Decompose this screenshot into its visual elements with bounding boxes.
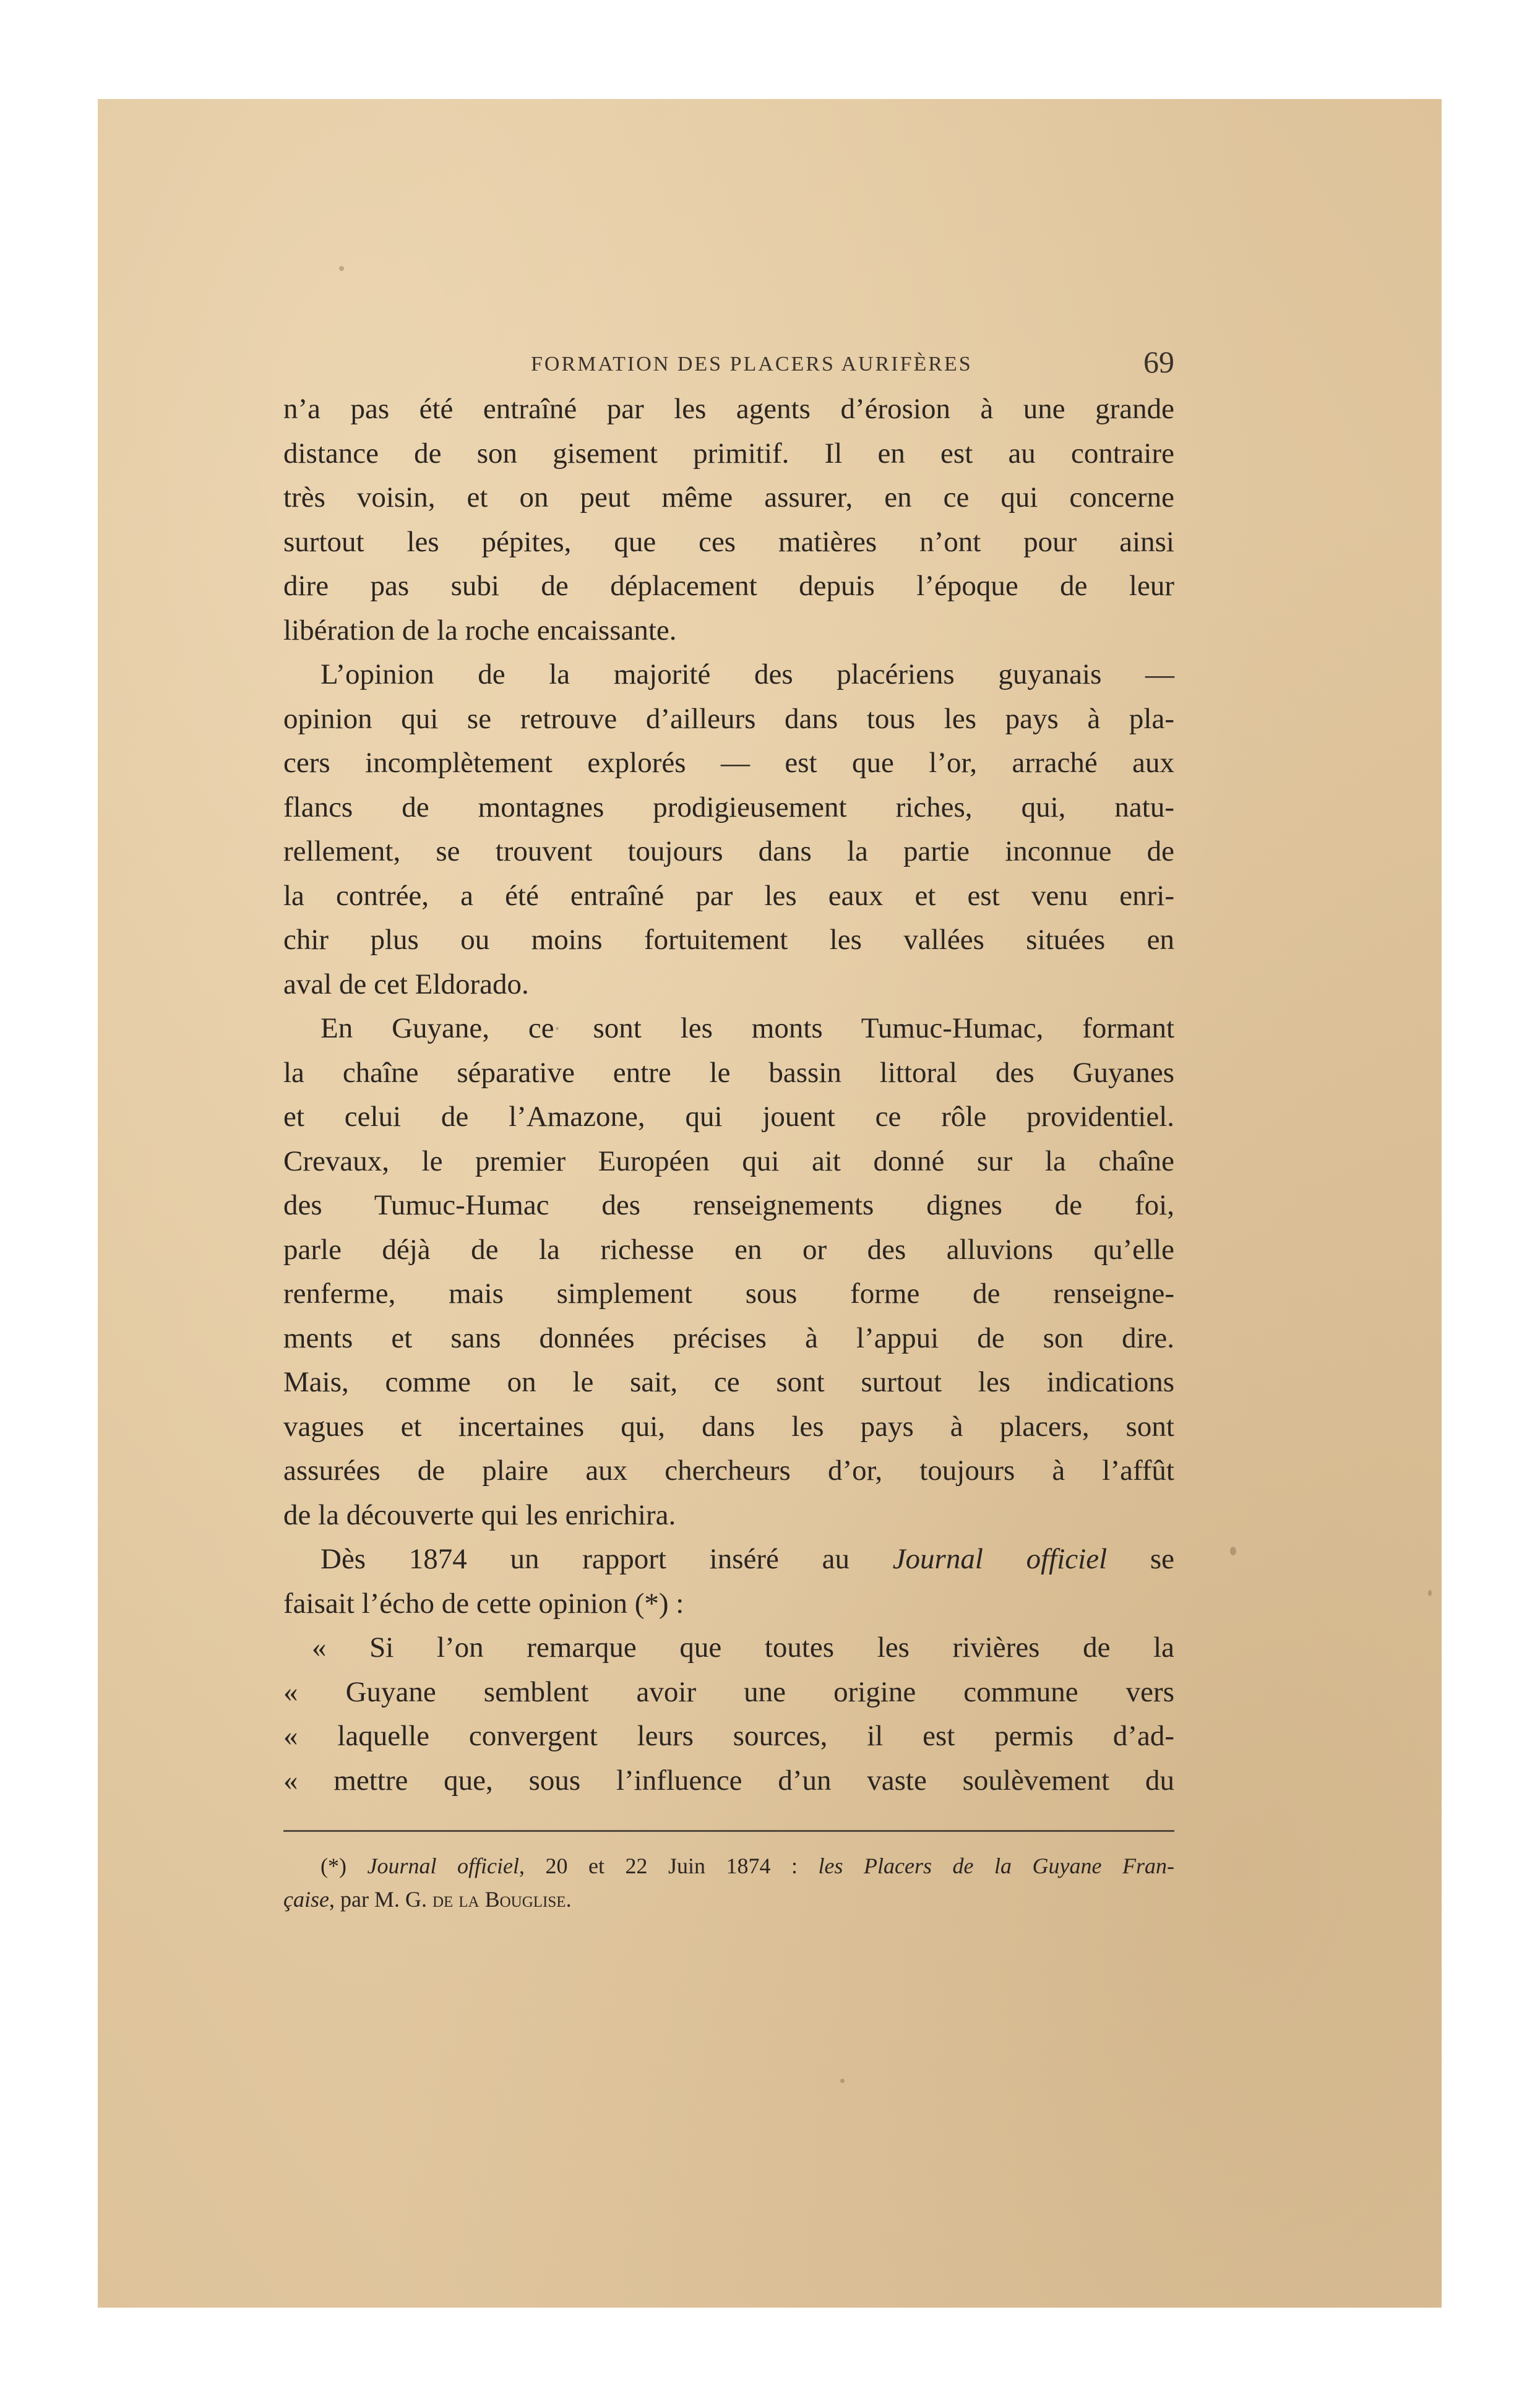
footnote-rule	[283, 1830, 1174, 1832]
text-line: la chaîne séparative entre le bassin littoral des Guyanes	[283, 1056, 1174, 1089]
text-line: Crevaux, le premier Européen qui ait donné sur la chaîne	[283, 1145, 1174, 1177]
text-line: très voisin, et on peut même assurer, en ce qui concerne	[283, 481, 1174, 513]
journal-title: Journal officiel	[892, 1543, 1108, 1575]
text-line: de la découverte qui les enrichira.	[283, 1498, 676, 1531]
footnote-author: de la Bouglise	[432, 1887, 566, 1912]
text-line: faisait l’écho de cette opinion (*) :	[283, 1587, 684, 1620]
text-line: distance de son gisement primitif. Il en est au contraire	[283, 437, 1174, 470]
text-line: surtout les pépites, que ces matières n’ont pour ainsi	[283, 525, 1174, 558]
footnote-line	[283, 1849, 1174, 1883]
page-number: 69	[1143, 345, 1174, 379]
text-line: vagues et incertaines qui, dans les pays à placers, sont	[283, 1410, 1174, 1443]
paragraph-1	[283, 387, 1174, 653]
text-line: et celui de l’Amazone, qui jouent ce rôle providentiel.	[283, 1101, 1174, 1133]
text-span: se	[1107, 1543, 1174, 1575]
text-block	[283, 340, 1174, 1916]
footnote-marker: (*)	[320, 1854, 368, 1878]
text-line: des Tumuc-Humac des renseignements dignes de foi,	[283, 1189, 1174, 1221]
running-title: FORMATION DES PLACERS AURIFÈRES	[531, 353, 973, 376]
text-line: cers incomplètement explorés — est que l’or, arraché aux	[283, 747, 1174, 779]
text-line: n’a pas été entraîné par les agents d’érosion à une grande	[283, 393, 1174, 425]
text-line: flancs de montagnes prodigieusement riches, qui, natu-	[283, 791, 1174, 823]
footnote-end: .	[566, 1887, 572, 1912]
text-line	[283, 1537, 1174, 1582]
text-line: L’opinion de la majorité des placériens guyanais —	[320, 658, 1174, 690]
text-line: dire pas subi de déplacement depuis l’époque de leur	[283, 570, 1174, 602]
quotation	[283, 1626, 1174, 1803]
text-line: opinion qui se retrouve d’ailleurs dans tous les pays à pla-	[283, 702, 1174, 735]
paragraph-3	[283, 1007, 1174, 1537]
quote-line: « mettre que, sous l’influence d’un vaste soulèvement du	[283, 1764, 1174, 1797]
footnote-line	[283, 1883, 1174, 1916]
scanned-page	[98, 99, 1442, 2308]
text-line: En Guyane, ce sont les monts Tumuc-Humac, formant	[320, 1012, 1174, 1044]
quote-line: « laquelle convergent leurs sources, il est permis d’ad-	[283, 1720, 1174, 1752]
text-line: ments et sans données précises à l’appui de son dire.	[283, 1321, 1174, 1354]
text-line: libération de la roche encaissante.	[283, 614, 677, 647]
running-head	[283, 340, 1174, 384]
quote-line: « Guyane semblent avoir une origine commune vers	[283, 1675, 1174, 1708]
text-line: renferme, mais simplement sous forme de renseigne-	[283, 1278, 1174, 1310]
footnote-work-title: les Placers de la Guyane Fran-	[818, 1854, 1174, 1878]
text-line: Mais, comme on le sait, ce sont surtout les indications	[283, 1366, 1174, 1398]
text-line: la contrée, a été entraîné par les eaux et est venu enri-	[283, 879, 1174, 912]
footnote-text: , par M. G.	[329, 1887, 432, 1912]
footnote-work-title-cont: çaise	[283, 1887, 329, 1912]
footnote-text: , 20 et 22 Juin 1874 :	[518, 1854, 819, 1878]
footnote	[283, 1849, 1174, 1916]
quote-line: « Si l’on remarque que toutes les rivières de la	[312, 1631, 1174, 1664]
text-line: parle déjà de la richesse en or des alluvions qu’elle	[283, 1233, 1174, 1266]
text-line: rellement, se trouvent toujours dans la partie inconnue de	[283, 835, 1174, 867]
text-span: Dès 1874 un rapport inséré au	[320, 1543, 893, 1575]
paragraph-2	[283, 653, 1174, 1007]
footnote-journal: Journal officiel	[367, 1854, 519, 1878]
paragraph-4	[283, 1537, 1174, 1626]
text-line: aval de cet Eldorado.	[283, 968, 529, 1000]
text-line: chir plus ou moins fortuitement les vallées situées en	[283, 924, 1174, 956]
text-line: assurées de plaire aux chercheurs d’or, toujours à l’affût	[283, 1454, 1174, 1487]
